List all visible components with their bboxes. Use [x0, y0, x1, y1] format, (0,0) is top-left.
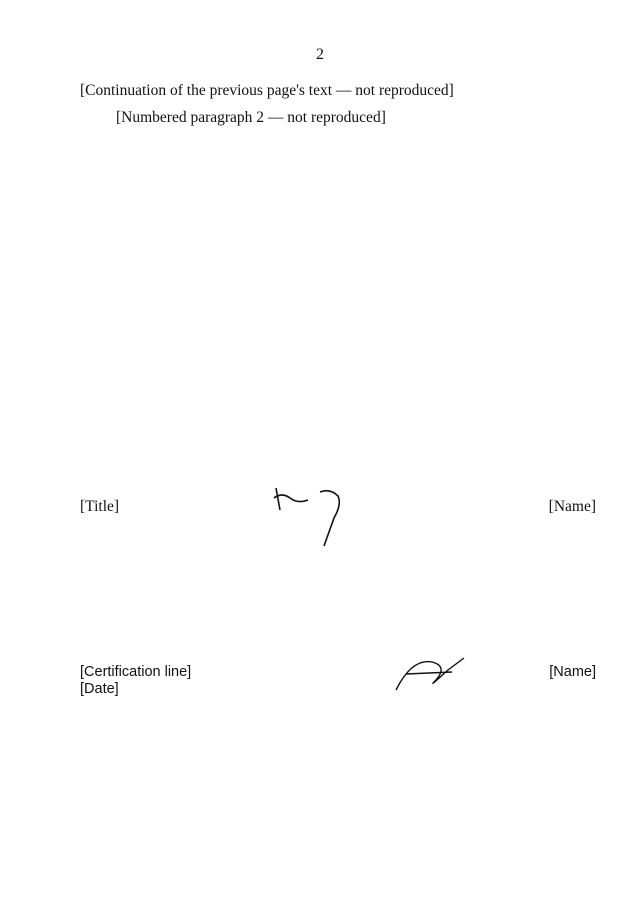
certification-date: [Date]: [80, 681, 119, 697]
handwritten-signature: [268, 478, 358, 550]
page-number: 2: [316, 46, 324, 63]
certifying-signature: [392, 650, 472, 698]
signatory-title: [Title]: [80, 498, 120, 515]
paragraph-continuation: [Continuation of the previous page's text — not reproduced]: [80, 82, 454, 99]
body-text: [80, 78, 596, 131]
certifying-name: [Name]: [549, 664, 596, 680]
certification-block: [80, 664, 191, 698]
paragraph-2: [Numbered paragraph 2 — not reproduced]: [116, 108, 386, 126]
certification-line: [Certification line]: [80, 664, 192, 680]
signatory-name: [Name]: [548, 498, 596, 515]
